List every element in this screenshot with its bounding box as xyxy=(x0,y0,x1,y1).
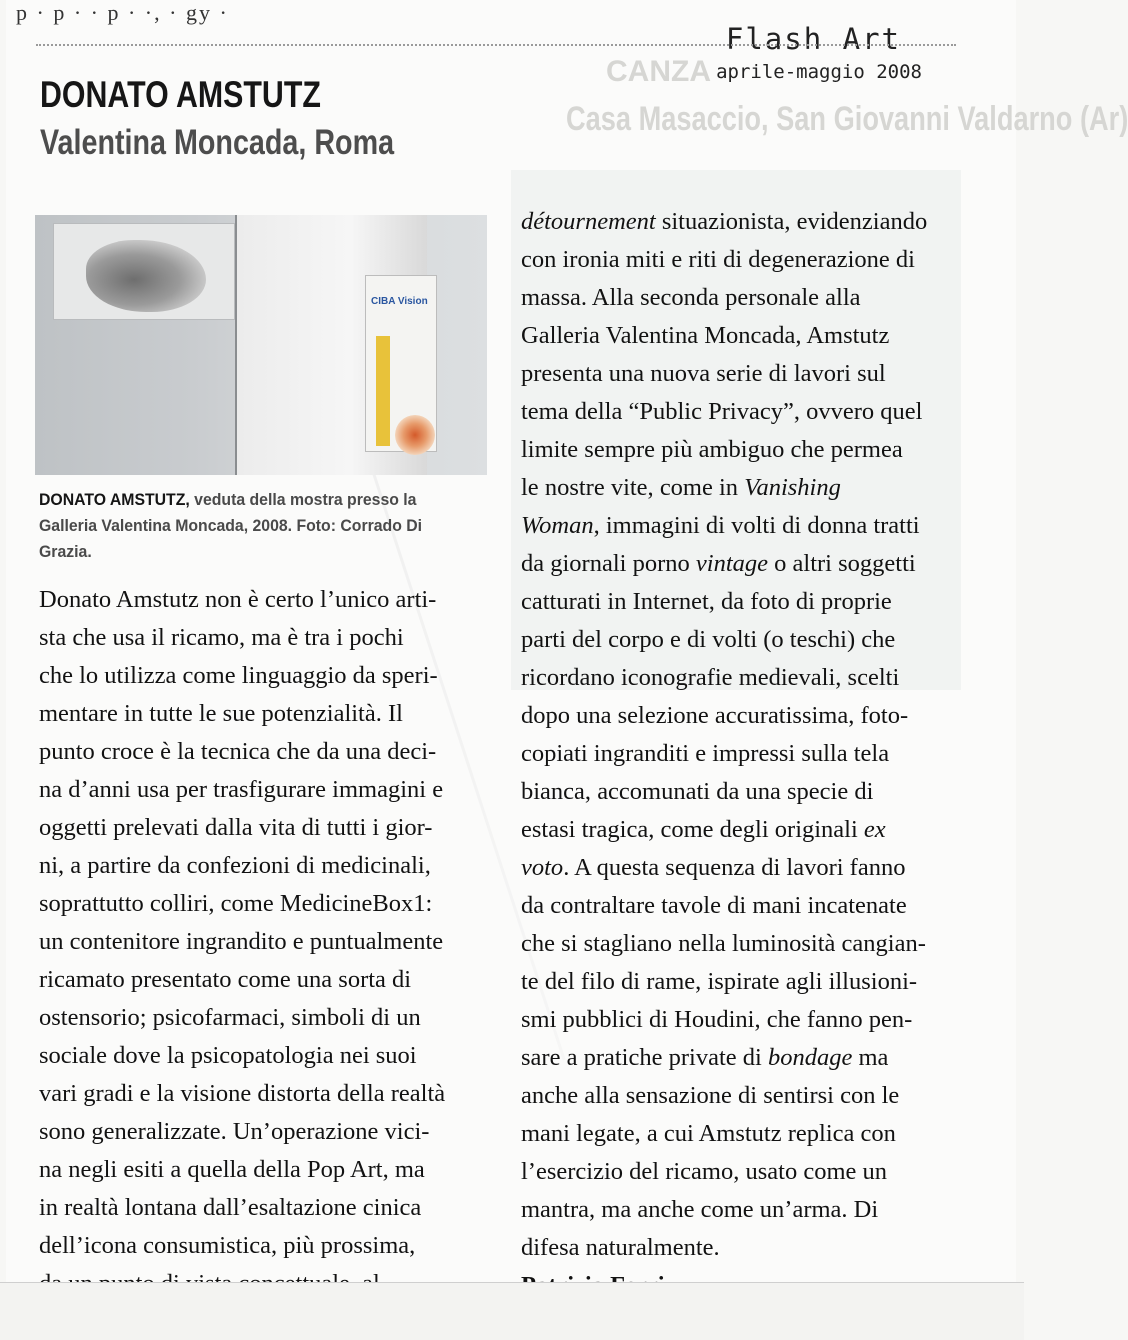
body-text-line: Woman, immagini di volti di donna tratti xyxy=(521,512,920,539)
bleed-through-heading: CANZA xyxy=(606,55,711,88)
body-text-line: voto. A questa sequenza di lavori fanno xyxy=(521,854,906,881)
body-text-line: catturati in Internet, da foto di proprie xyxy=(521,588,892,615)
body-text-line: sare a pratiche private di bondage ma xyxy=(521,1044,889,1071)
body-text-line: che si stagliano nella luminosità cangian- xyxy=(521,930,926,957)
body-text-line: un contenitore ingrandito e puntualmente xyxy=(39,928,444,955)
issue-date: aprile-maggio 2008 xyxy=(716,61,922,83)
body-text-line: détournement situazionista, evidenziando xyxy=(521,208,928,235)
body-text-line: le nostre vite, come in Vanishing xyxy=(521,474,841,501)
body-text-line: dopo una selezione accuratissima, foto- xyxy=(521,702,909,729)
article-title: DONATO AMSTUTZ xyxy=(40,74,321,115)
body-text-line: Galleria Valentina Moncada, Amstutz xyxy=(521,322,890,349)
body-text-line: mentare in tutte le sue potenzialità. Il xyxy=(39,700,403,727)
body-text-line: ricamato presentato come una sorta di xyxy=(39,966,412,993)
italic-term: voto xyxy=(521,854,564,881)
medicine-box-logo: CIBA Vision xyxy=(371,296,428,307)
caption-text: veduta della mostra presso la Galleria Valentina Moncada, 2008. Foto: Corrado Di Grazia. xyxy=(39,490,423,561)
medicine-box-stripe xyxy=(376,336,390,446)
body-text-line: na d’anni usa per trasfigurare immagini e xyxy=(39,776,444,803)
body-text-line: da giornali porno vintage o altri soggetti xyxy=(521,550,916,577)
body-text-line: in realtà lontana dall’esaltazione cinica xyxy=(39,1194,422,1221)
body-text-line: tema della “Public Privacy”, ovvero quel xyxy=(521,398,923,425)
body-text-line: sta che usa il ricamo, ma è tra i pochi xyxy=(39,624,404,651)
body-text-line: Donato Amstutz non è certo l’unico arti- xyxy=(39,586,437,613)
body-text-line: copiati ingranditi e impressi sulla tela xyxy=(521,740,890,767)
body-text-line: presenta una nuova serie di lavori sul xyxy=(521,360,886,387)
article-body-left-column xyxy=(39,581,445,1303)
body-text-line: smi pubblici di Houdini, che fanno pen- xyxy=(521,1006,913,1033)
body-text-line: soprattutto colliri, come MedicineBox1: xyxy=(39,890,433,917)
italic-term: bondage xyxy=(767,1044,853,1071)
article-body-right-column xyxy=(521,203,927,1305)
italic-term: vintage xyxy=(695,550,769,577)
body-text-line: ni, a partire da confezioni di medicinali, xyxy=(39,852,431,879)
body-text-line: na negli esiti a quella della Pop Art, ma xyxy=(39,1156,425,1183)
body-text-line: mantra, ma anche come un’arma. Di xyxy=(521,1196,879,1223)
body-text-line: vari gradi e la visione distorta della realtà xyxy=(39,1080,446,1107)
body-text-line: estasi tragica, come degli originali ex xyxy=(521,816,886,843)
body-text-line: oggetti prelevati dalla vita di tutti i gior- xyxy=(39,814,433,841)
body-text-line: massa. Alla seconda personale alla xyxy=(521,284,861,311)
italic-term: Woman xyxy=(521,512,594,539)
magazine-name: Flash Art xyxy=(725,22,901,56)
embroidery-swirl xyxy=(395,415,435,455)
bleed-through-subheading: Casa Masaccio, San Giovanni Valdarno (Ar) xyxy=(566,100,1128,138)
body-text-line: te del filo di rame, ispirate agli illusioni- xyxy=(521,968,918,995)
body-text-line: ostensorio; psicofarmaci, simboli di un xyxy=(39,1004,421,1031)
body-text-line: con ironia miti e riti di degenerazione di xyxy=(521,246,915,273)
body-text-line: sociale dove la psicopatologia nei suoi xyxy=(39,1042,417,1069)
article-venue: Valentina Moncada, Roma xyxy=(40,123,395,162)
body-text-line: difesa naturalmente. xyxy=(521,1234,720,1261)
body-text-line: l’esercizio del ricamo, usato come un xyxy=(521,1158,888,1185)
scan-bottom-margin xyxy=(0,1282,1024,1340)
body-text-line: da contraltare tavole di mani incatenate xyxy=(521,892,907,919)
body-text-line: limite sempre più ambiguo che permea xyxy=(521,436,903,463)
body-text-line: mani legate, a cui Amstutz replica con xyxy=(521,1120,896,1147)
body-text-line: che lo utilizza come linguaggio da speri- xyxy=(39,662,438,689)
body-text-line: sono generalizzate. Un’operazione vici- xyxy=(39,1118,430,1145)
body-text-line: anche alla sensazione di sentirsi con le xyxy=(521,1082,900,1109)
exhibition-photo xyxy=(35,215,487,475)
body-text-line: ricordano iconografie medievali, scelti xyxy=(521,664,900,691)
italic-term: Vanishing xyxy=(744,474,841,501)
caption-artist: DONATO AMSTUTZ, xyxy=(39,490,190,509)
clipped-previous-text: p · p · · p · ·, · gy · xyxy=(16,0,229,25)
header-rule xyxy=(36,44,956,46)
body-text-line: punto croce è la tecnica che da una deci- xyxy=(39,738,437,765)
image-caption xyxy=(39,487,453,565)
body-text-line: dell’icona consumistica, più prossima, xyxy=(39,1232,416,1259)
italic-term: ex xyxy=(863,816,886,843)
face-panel xyxy=(53,223,235,320)
scanned-page xyxy=(6,0,1128,1282)
body-text-line: bianca, accomunati da una specie di xyxy=(521,778,874,805)
body-text-line: parti del corpo e di volti (o teschi) che xyxy=(521,626,896,653)
face-image xyxy=(86,240,206,312)
italic-term: détournement xyxy=(521,208,656,235)
